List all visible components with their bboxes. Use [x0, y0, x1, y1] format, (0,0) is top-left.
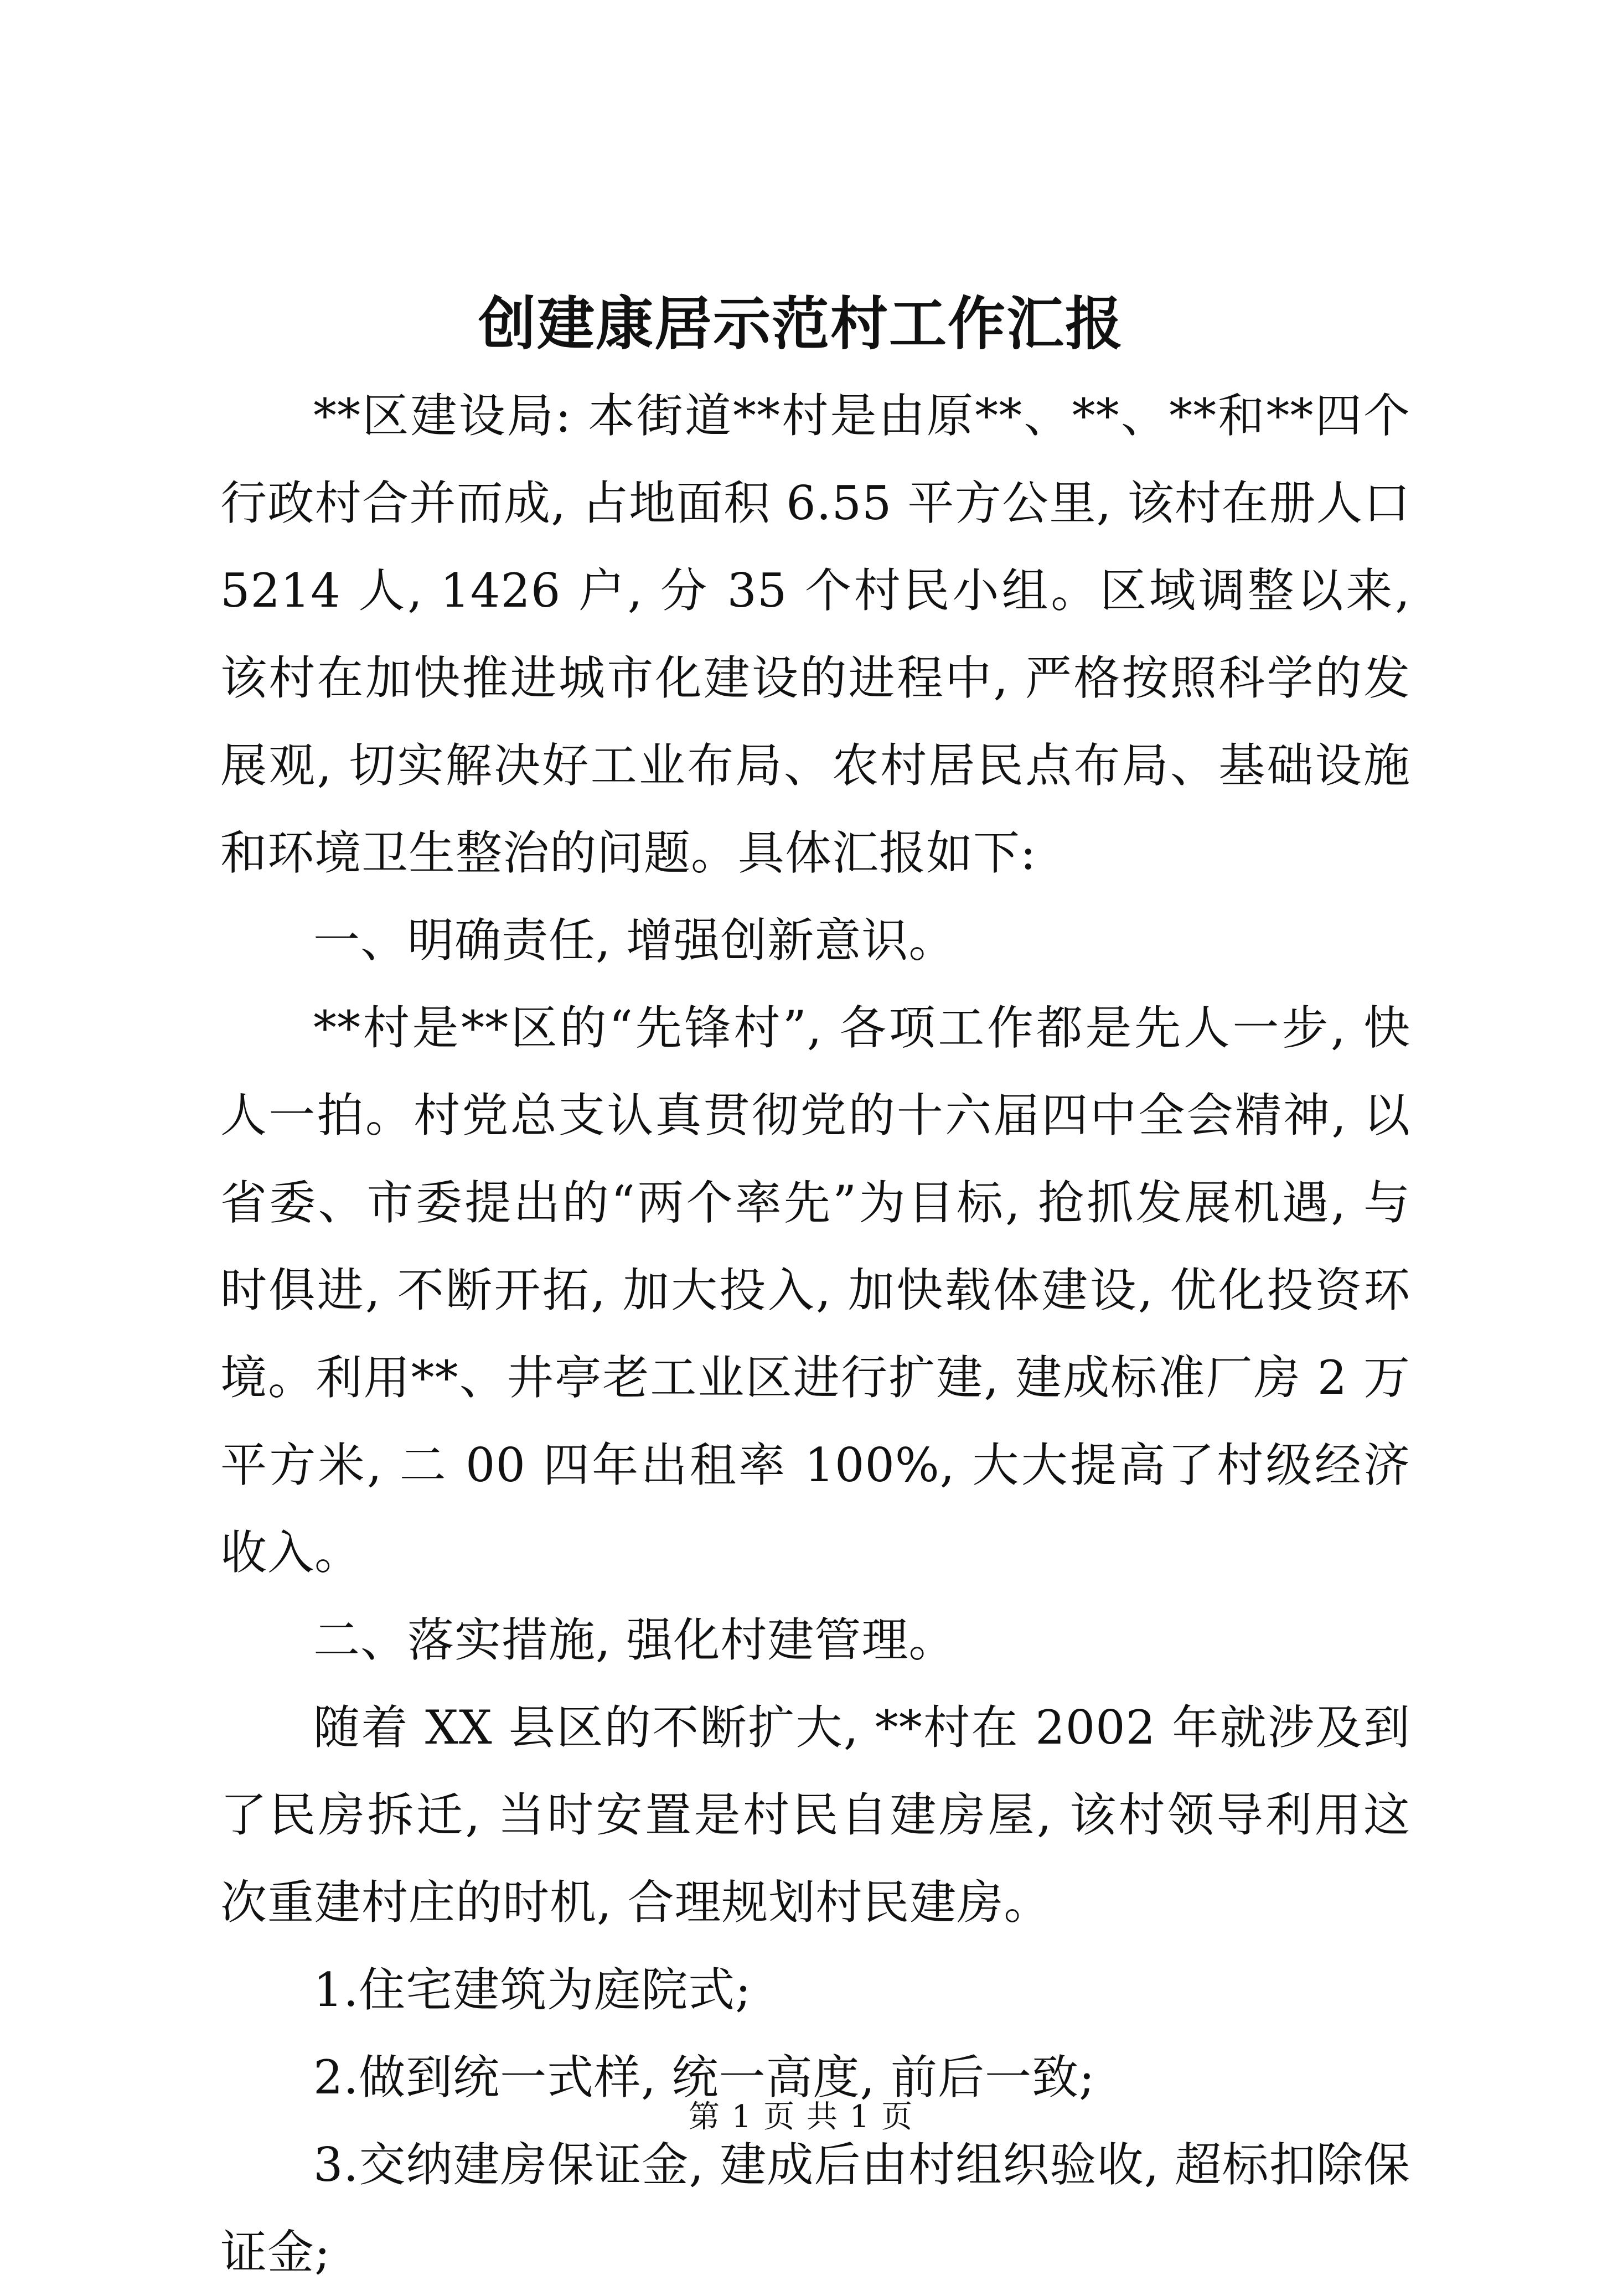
list-item-2: 2.做到统一式样, 统一高度, 前后一致;: [313, 2050, 1095, 2104]
paragraph-intro: **区建设局: 本街道**村是由原**、**、**和**四个行政村合并而成, 占地面积 6.55 平方公里, 该村在册人口 5214 人, 1426 户, 分 35 个村民小组。区域调整以来, 该村在加快推进城市化建设的进程中, 严格按照科学的发展观, 切实解决好工业布局、农村居民点布局、基础设施和环境卫生整治的问题。具体汇报如下:: [220, 389, 1410, 880]
list-item-1: 1.住宅建筑为庭院式;: [313, 1963, 752, 2017]
paragraph-section-2: 随着 XX 县区的不断扩大, **村在 2002 年就涉及到了民房拆迁, 当时安置是村民自建房屋, 该村领导利用这次重建村庄的时机, 合理规划村民建房。: [220, 1700, 1410, 1930]
paragraph-section-1: **村是**区的“先锋村”, 各项工作都是先人一步, 快人一拍。村党总支认真贯彻党的十六届四中全会精神, 以省委、市委提出的“两个率先”为目标, 抢抓发展机遇, 与时俱进, 不断开拓, 加大投入, 加快载体建设, 优化投资环境。利用**、井亭老工业区进行扩建, 建成标准厂房 2 万平方米, 二 00 四年出租率 100%, 大大提高了村级经济收入。: [220, 1001, 1410, 1580]
section-heading-2: 二、落实措施, 强化村建管理。: [313, 1613, 956, 1667]
section-heading-1: 一、明确责任, 增强创新意识。: [313, 913, 956, 968]
page-number-footer: 第 1 页 共 1 页: [688, 2099, 914, 2135]
list-item-3: 3.交纳建房保证金, 建成后由村组织验收, 超标扣除保证金;: [220, 2138, 1410, 2279]
document-body: [220, 372, 1410, 2296]
document-title: 创建康居示范村工作汇报: [478, 289, 1124, 358]
